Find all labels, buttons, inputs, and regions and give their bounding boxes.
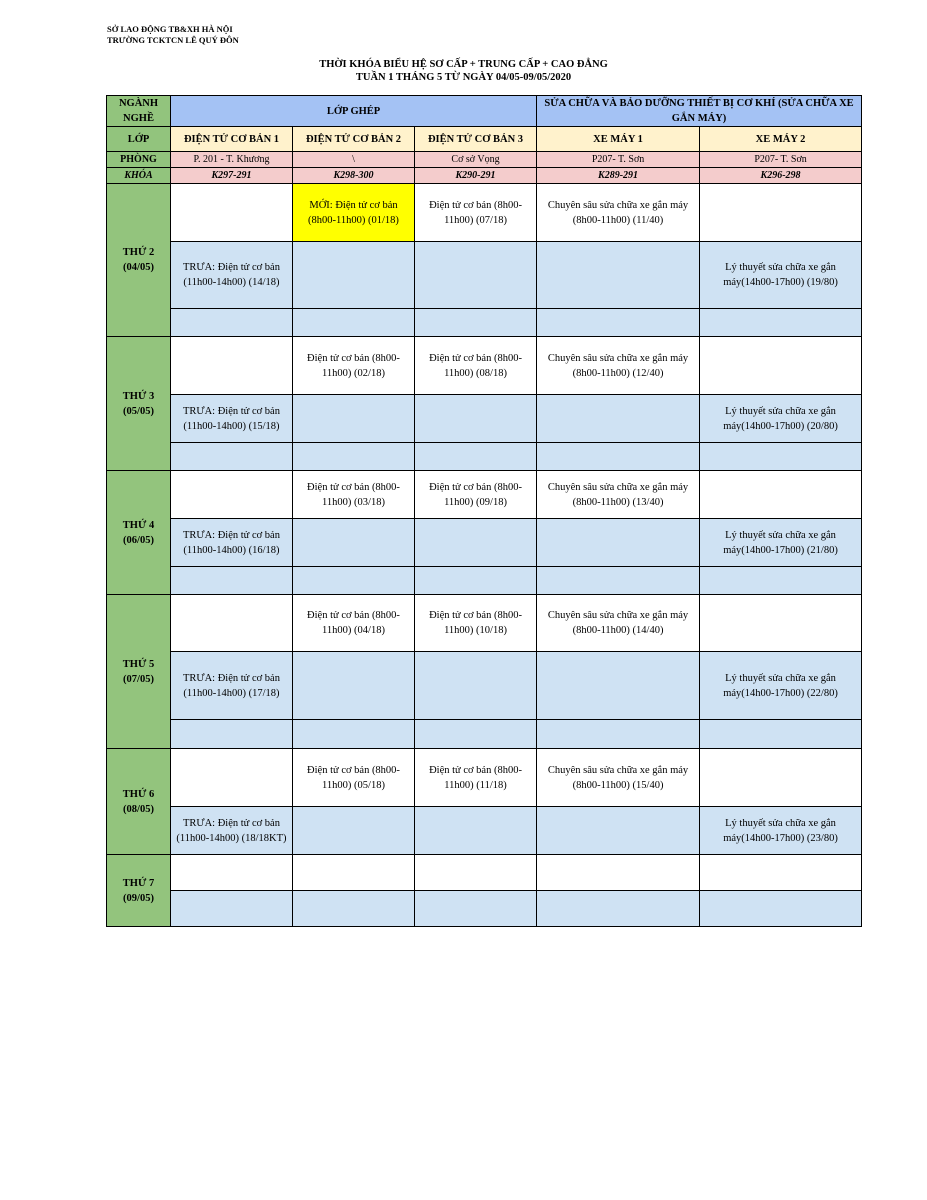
room-cell: P207- T. Sơn xyxy=(537,152,700,168)
morning-session-cell xyxy=(171,855,293,891)
afternoon-session-cell xyxy=(415,519,537,567)
afternoon-session-cell xyxy=(700,891,862,927)
day-label xyxy=(107,595,171,749)
empty-session-cell xyxy=(171,567,293,595)
day-date: (08/05) xyxy=(123,803,154,815)
afternoon-session-cell xyxy=(537,395,700,443)
label-phong: PHÒNG xyxy=(107,152,171,168)
empty-session-cell xyxy=(293,443,415,471)
morning-session-cell: MỚI: Điện tử cơ bản (8h00-11h00) (01/18) xyxy=(293,184,415,242)
class-header: ĐIỆN TỬ CƠ BẢN 3 xyxy=(415,127,537,152)
morning-session-cell: Điện tử cơ bản (8h00-11h00) (04/18) xyxy=(293,595,415,652)
afternoon-session-cell xyxy=(293,652,415,720)
morning-session-cell: Chuyên sâu sửa chữa xe gắn máy (8h00-11h00) (14/40) xyxy=(537,595,700,652)
afternoon-session-cell xyxy=(537,807,700,855)
morning-session-cell: Chuyên sâu sửa chữa xe gắn máy (8h00-11h00) (12/40) xyxy=(537,337,700,395)
org-line-1: SỞ LAO ĐỘNG TB&XH HÀ NỘI xyxy=(107,24,233,34)
day-date: (06/05) xyxy=(123,534,154,546)
empty-session-cell xyxy=(171,720,293,749)
day-name: THỨ 6 xyxy=(122,788,155,800)
day-label xyxy=(107,855,171,927)
afternoon-session-cell xyxy=(415,242,537,309)
group-sua-chua: SỬA CHỮA VÀ BẢO DƯỠNG THIẾT BỊ CƠ KHÍ (SỬA CHỮA XE GẮN MÁY) xyxy=(537,96,862,127)
khoa-cell: K289-291 xyxy=(537,168,700,184)
label-lop: LỚP xyxy=(107,127,171,152)
afternoon-session-cell: Lý thuyết sửa chữa xe gắn máy(14h00-17h00) (21/80) xyxy=(700,519,862,567)
afternoon-session-cell xyxy=(415,395,537,443)
empty-session-cell xyxy=(171,443,293,471)
morning-session-cell xyxy=(537,855,700,891)
empty-session-cell xyxy=(415,567,537,595)
khoa-cell: K298-300 xyxy=(293,168,415,184)
day-name: THỨ 7 xyxy=(122,877,155,889)
morning-session-cell xyxy=(700,471,862,519)
afternoon-session-cell xyxy=(171,891,293,927)
morning-session-cell: Điện tử cơ bản (8h00-11h00) (10/18) xyxy=(415,595,537,652)
afternoon-session-cell: Lý thuyết sửa chữa xe gắn máy(14h00-17h00) (19/80) xyxy=(700,242,862,309)
empty-session-cell xyxy=(537,720,700,749)
morning-session-cell: Điện tử cơ bản (8h00-11h00) (05/18) xyxy=(293,749,415,807)
class-header: ĐIỆN TỬ CƠ BẢN 2 xyxy=(293,127,415,152)
afternoon-session-cell: TRƯA: Điện tử cơ bản (11h00-14h00) (15/18) xyxy=(171,395,293,443)
afternoon-session-cell xyxy=(537,519,700,567)
morning-session-cell: Chuyên sâu sửa chữa xe gắn máy (8h00-11h00) (13/40) xyxy=(537,471,700,519)
timetable xyxy=(106,95,862,927)
morning-session-cell xyxy=(700,337,862,395)
empty-session-cell xyxy=(700,309,862,337)
morning-session-cell xyxy=(415,855,537,891)
day-label xyxy=(107,184,171,337)
room-cell: P207- T. Sơn xyxy=(700,152,862,168)
morning-session-cell xyxy=(171,337,293,395)
empty-session-cell xyxy=(537,309,700,337)
day-name: THỨ 5 xyxy=(122,658,155,670)
afternoon-session-cell: Lý thuyết sửa chữa xe gắn máy(14h00-17h00) (22/80) xyxy=(700,652,862,720)
afternoon-session-cell xyxy=(293,519,415,567)
morning-session-cell xyxy=(700,855,862,891)
morning-session-cell xyxy=(171,749,293,807)
empty-session-cell xyxy=(293,567,415,595)
day-label xyxy=(107,337,171,471)
empty-session-cell xyxy=(171,309,293,337)
day-date: (07/05) xyxy=(123,673,154,685)
afternoon-session-cell xyxy=(537,652,700,720)
group-lop-ghep: LỚP GHÉP xyxy=(171,96,537,127)
empty-session-cell xyxy=(700,720,862,749)
morning-session-cell xyxy=(293,855,415,891)
afternoon-session-cell: TRƯA: Điện tử cơ bản (11h00-14h00) (17/18) xyxy=(171,652,293,720)
empty-session-cell xyxy=(415,309,537,337)
afternoon-session-cell xyxy=(537,242,700,309)
morning-session-cell: Điện tử cơ bản (8h00-11h00) (11/18) xyxy=(415,749,537,807)
afternoon-session-cell: Lý thuyết sửa chữa xe gắn máy(14h00-17h00) (20/80) xyxy=(700,395,862,443)
morning-session-cell xyxy=(171,184,293,242)
room-cell: \ xyxy=(293,152,415,168)
class-header: ĐIỆN TỬ CƠ BẢN 1 xyxy=(171,127,293,152)
afternoon-session-cell xyxy=(293,807,415,855)
morning-session-cell: Điện tử cơ bản (8h00-11h00) (08/18) xyxy=(415,337,537,395)
title-line-1: THỜI KHÓA BIỂU HỆ SƠ CẤP + TRUNG CẤP + CAO ĐẲNG xyxy=(319,59,608,70)
label-khoa: KHÓA xyxy=(107,168,171,184)
empty-session-cell xyxy=(700,567,862,595)
afternoon-session-cell xyxy=(293,891,415,927)
afternoon-session-cell xyxy=(293,395,415,443)
khoa-cell: K290-291 xyxy=(415,168,537,184)
day-name: THỨ 2 xyxy=(122,247,155,258)
organization-header xyxy=(107,24,239,46)
afternoon-session-cell xyxy=(415,807,537,855)
schedule-title xyxy=(0,58,927,84)
day-name: THỨ 4 xyxy=(122,519,155,531)
day-label xyxy=(107,471,171,595)
morning-session-cell: Chuyên sâu sửa chữa xe gắn máy (8h00-11h00) (15/40) xyxy=(537,749,700,807)
morning-session-cell xyxy=(171,471,293,519)
khoa-cell: K297-291 xyxy=(171,168,293,184)
empty-session-cell xyxy=(700,443,862,471)
morning-session-cell: Chuyên sâu sửa chữa xe gắn máy (8h00-11h00) (11/40) xyxy=(537,184,700,242)
afternoon-session-cell: TRƯA: Điện tử cơ bản (11h00-14h00) (14/18) xyxy=(171,242,293,309)
empty-session-cell xyxy=(415,720,537,749)
afternoon-session-cell: Lý thuyết sửa chữa xe gắn máy(14h00-17h00) (23/80) xyxy=(700,807,862,855)
day-label xyxy=(107,749,171,855)
afternoon-session-cell xyxy=(415,652,537,720)
class-header: XE MÁY 1 xyxy=(537,127,700,152)
title-line-2: TUẦN 1 THÁNG 5 TỪ NGÀY 04/05-09/05/2020 xyxy=(355,72,572,83)
khoa-cell: K296-298 xyxy=(700,168,862,184)
morning-session-cell: Điện tử cơ bản (8h00-11h00) (02/18) xyxy=(293,337,415,395)
empty-session-cell xyxy=(537,443,700,471)
afternoon-session-cell xyxy=(415,891,537,927)
empty-session-cell xyxy=(415,443,537,471)
room-cell: Cơ sở Vọng xyxy=(415,152,537,168)
afternoon-session-cell: TRƯA: Điện tử cơ bản (11h00-14h00) (18/18KT) xyxy=(171,807,293,855)
morning-session-cell: Điện tử cơ bản (8h00-11h00) (09/18) xyxy=(415,471,537,519)
morning-session-cell xyxy=(700,184,862,242)
org-line-2: TRƯỜNG TCKTCN LÊ QUÝ ĐÔN xyxy=(107,35,239,45)
day-name: THỨ 3 xyxy=(122,390,155,402)
morning-session-cell: Điện tử cơ bản (8h00-11h00) (03/18) xyxy=(293,471,415,519)
room-cell: P. 201 - T. Khương xyxy=(171,152,293,168)
day-date: (04/05) xyxy=(123,262,154,273)
day-date: (05/05) xyxy=(123,405,154,417)
empty-session-cell xyxy=(537,567,700,595)
afternoon-session-cell xyxy=(537,891,700,927)
morning-session-cell xyxy=(700,749,862,807)
afternoon-session-cell: TRƯA: Điện tử cơ bản (11h00-14h00) (16/18) xyxy=(171,519,293,567)
empty-session-cell xyxy=(293,309,415,337)
empty-session-cell xyxy=(293,720,415,749)
morning-session-cell xyxy=(700,595,862,652)
morning-session-cell: Điện tử cơ bản (8h00-11h00) (07/18) xyxy=(415,184,537,242)
label-nganh-nghe: NGÀNH NGHỀ xyxy=(107,96,171,127)
class-header: XE MÁY 2 xyxy=(700,127,862,152)
afternoon-session-cell xyxy=(293,242,415,309)
day-date: (09/05) xyxy=(123,892,154,904)
morning-session-cell xyxy=(171,595,293,652)
